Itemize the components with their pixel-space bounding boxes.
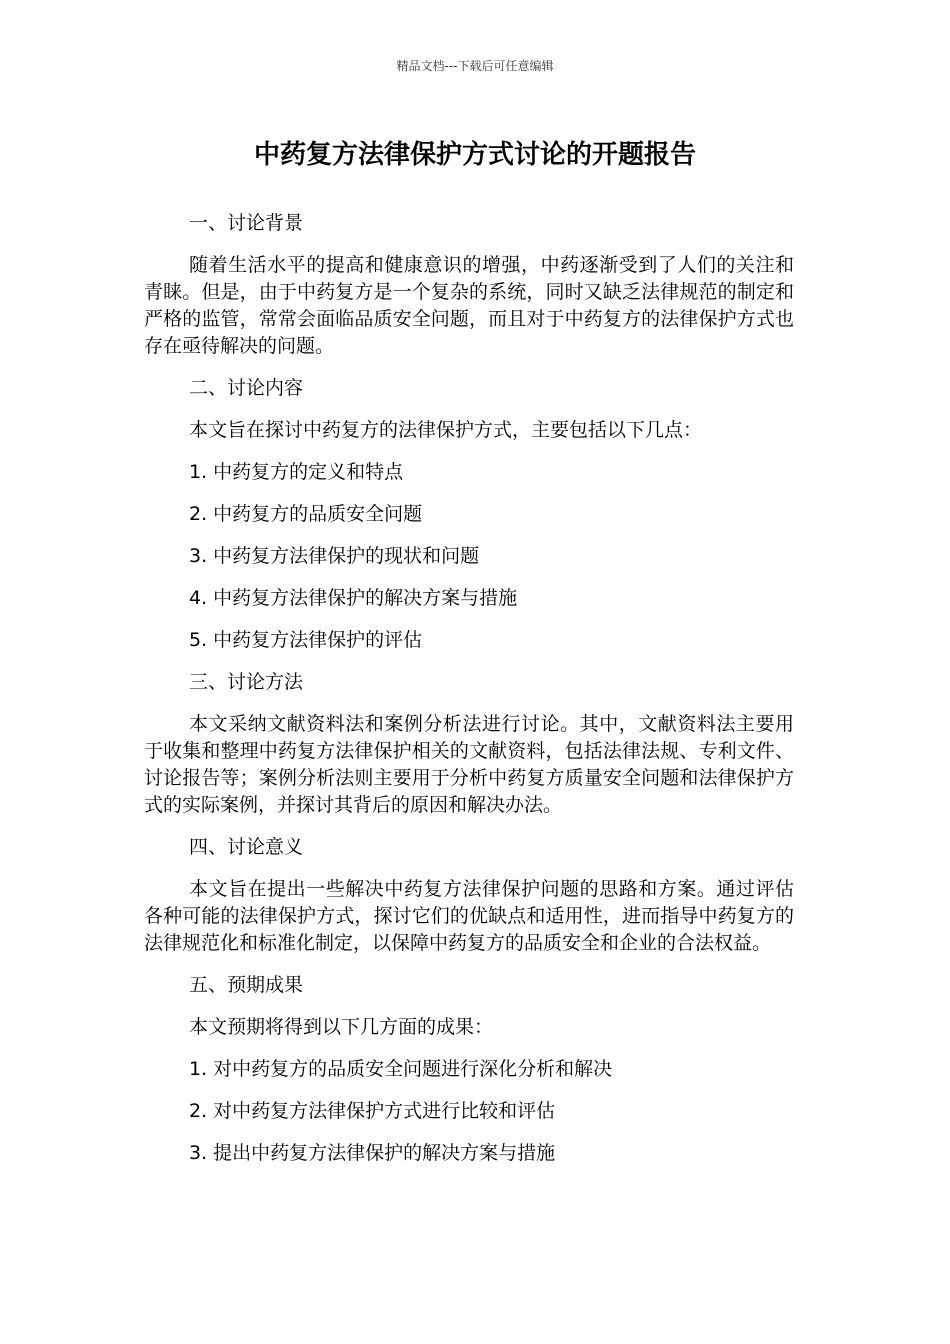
list-item-text: 对中药复方的品质安全问题进行深化分析和解决 (213, 1058, 613, 1080)
list-item-text: 对中药复方法律保护方式进行比较和评估 (213, 1100, 556, 1122)
list-item (144, 1098, 794, 1125)
list-item-number: 1. (189, 461, 208, 483)
list-item (144, 585, 794, 612)
list-item-text: 中药复方法律保护的评估 (213, 629, 423, 651)
list-item-number: 2. (189, 1100, 208, 1122)
section-heading-method: 三、讨论方法 (189, 671, 304, 693)
list-item (144, 627, 794, 654)
list-item-number: 5. (189, 629, 208, 651)
list-item-text: 中药复方法律保护的现状和问题 (213, 545, 480, 567)
list-item-number: 3. (189, 1142, 208, 1164)
list-item-number: 1. (189, 1058, 208, 1080)
list-item-text: 提出中药复方法律保护的解决方案与措施 (213, 1142, 556, 1164)
document-body (144, 210, 794, 1182)
background-paragraph: 随着生活水平的提高和健康意识的增强，中药逐渐受到了人们的关注和青睐。但是，由于中药复方是一个复杂的系统，同时又缺乏法律规范的制定和严格的监管，常常会面临品质安全问题，而且对于中药复方的法律保护方式也存在亟待解决的问题。 (144, 254, 794, 357)
list-item (144, 543, 794, 570)
list-item (144, 1140, 794, 1167)
header-note: 精品文档---下载后可任意编辑 (396, 59, 554, 73)
list-item-number: 3. (189, 545, 208, 567)
list-item-text: 中药复方法律保护的解决方案与措施 (213, 587, 518, 609)
section-heading-results: 五、预期成果 (189, 974, 304, 996)
document-title: 中药复方法律保护方式讨论的开题报告 (253, 140, 696, 170)
list-item-number: 4. (189, 587, 208, 609)
list-item-text: 中药复方的品质安全问题 (213, 503, 423, 525)
list-item (144, 1056, 794, 1083)
list-item (144, 501, 794, 528)
list-item (144, 459, 794, 486)
section-heading-content: 二、讨论内容 (189, 377, 304, 399)
method-paragraph: 本文采纳文献资料法和案例分析法进行讨论。其中，文献资料法主要用于收集和整理中药复方法律保护相关的文献资料，包括法律法规、专利文件、讨论报告等；案例分析法则主要用于分析中药复方质量安全问题和法律保护方式的实际案例，并探讨其背后的原因和解决办法。 (144, 713, 794, 816)
significance-paragraph: 本文旨在提出一些解决中药复方法律保护问题的思路和方案。通过评估各种可能的法律保护方式，探讨它们的优缺点和适用性，进而指导中药复方的法律规范化和标准化制定，以保障中药复方的品质安全和企业的合法权益。 (144, 878, 794, 954)
section-heading-background: 一、讨论背景 (189, 212, 304, 234)
content-intro: 本文旨在探讨中药复方的法律保护方式，主要包括以下几点： (189, 419, 703, 441)
list-item-number: 2. (189, 503, 208, 525)
results-intro: 本文预期将得到以下几方面的成果： (189, 1016, 494, 1038)
list-item-text: 中药复方的定义和特点 (213, 461, 404, 483)
section-heading-significance: 四、讨论意义 (189, 836, 304, 858)
